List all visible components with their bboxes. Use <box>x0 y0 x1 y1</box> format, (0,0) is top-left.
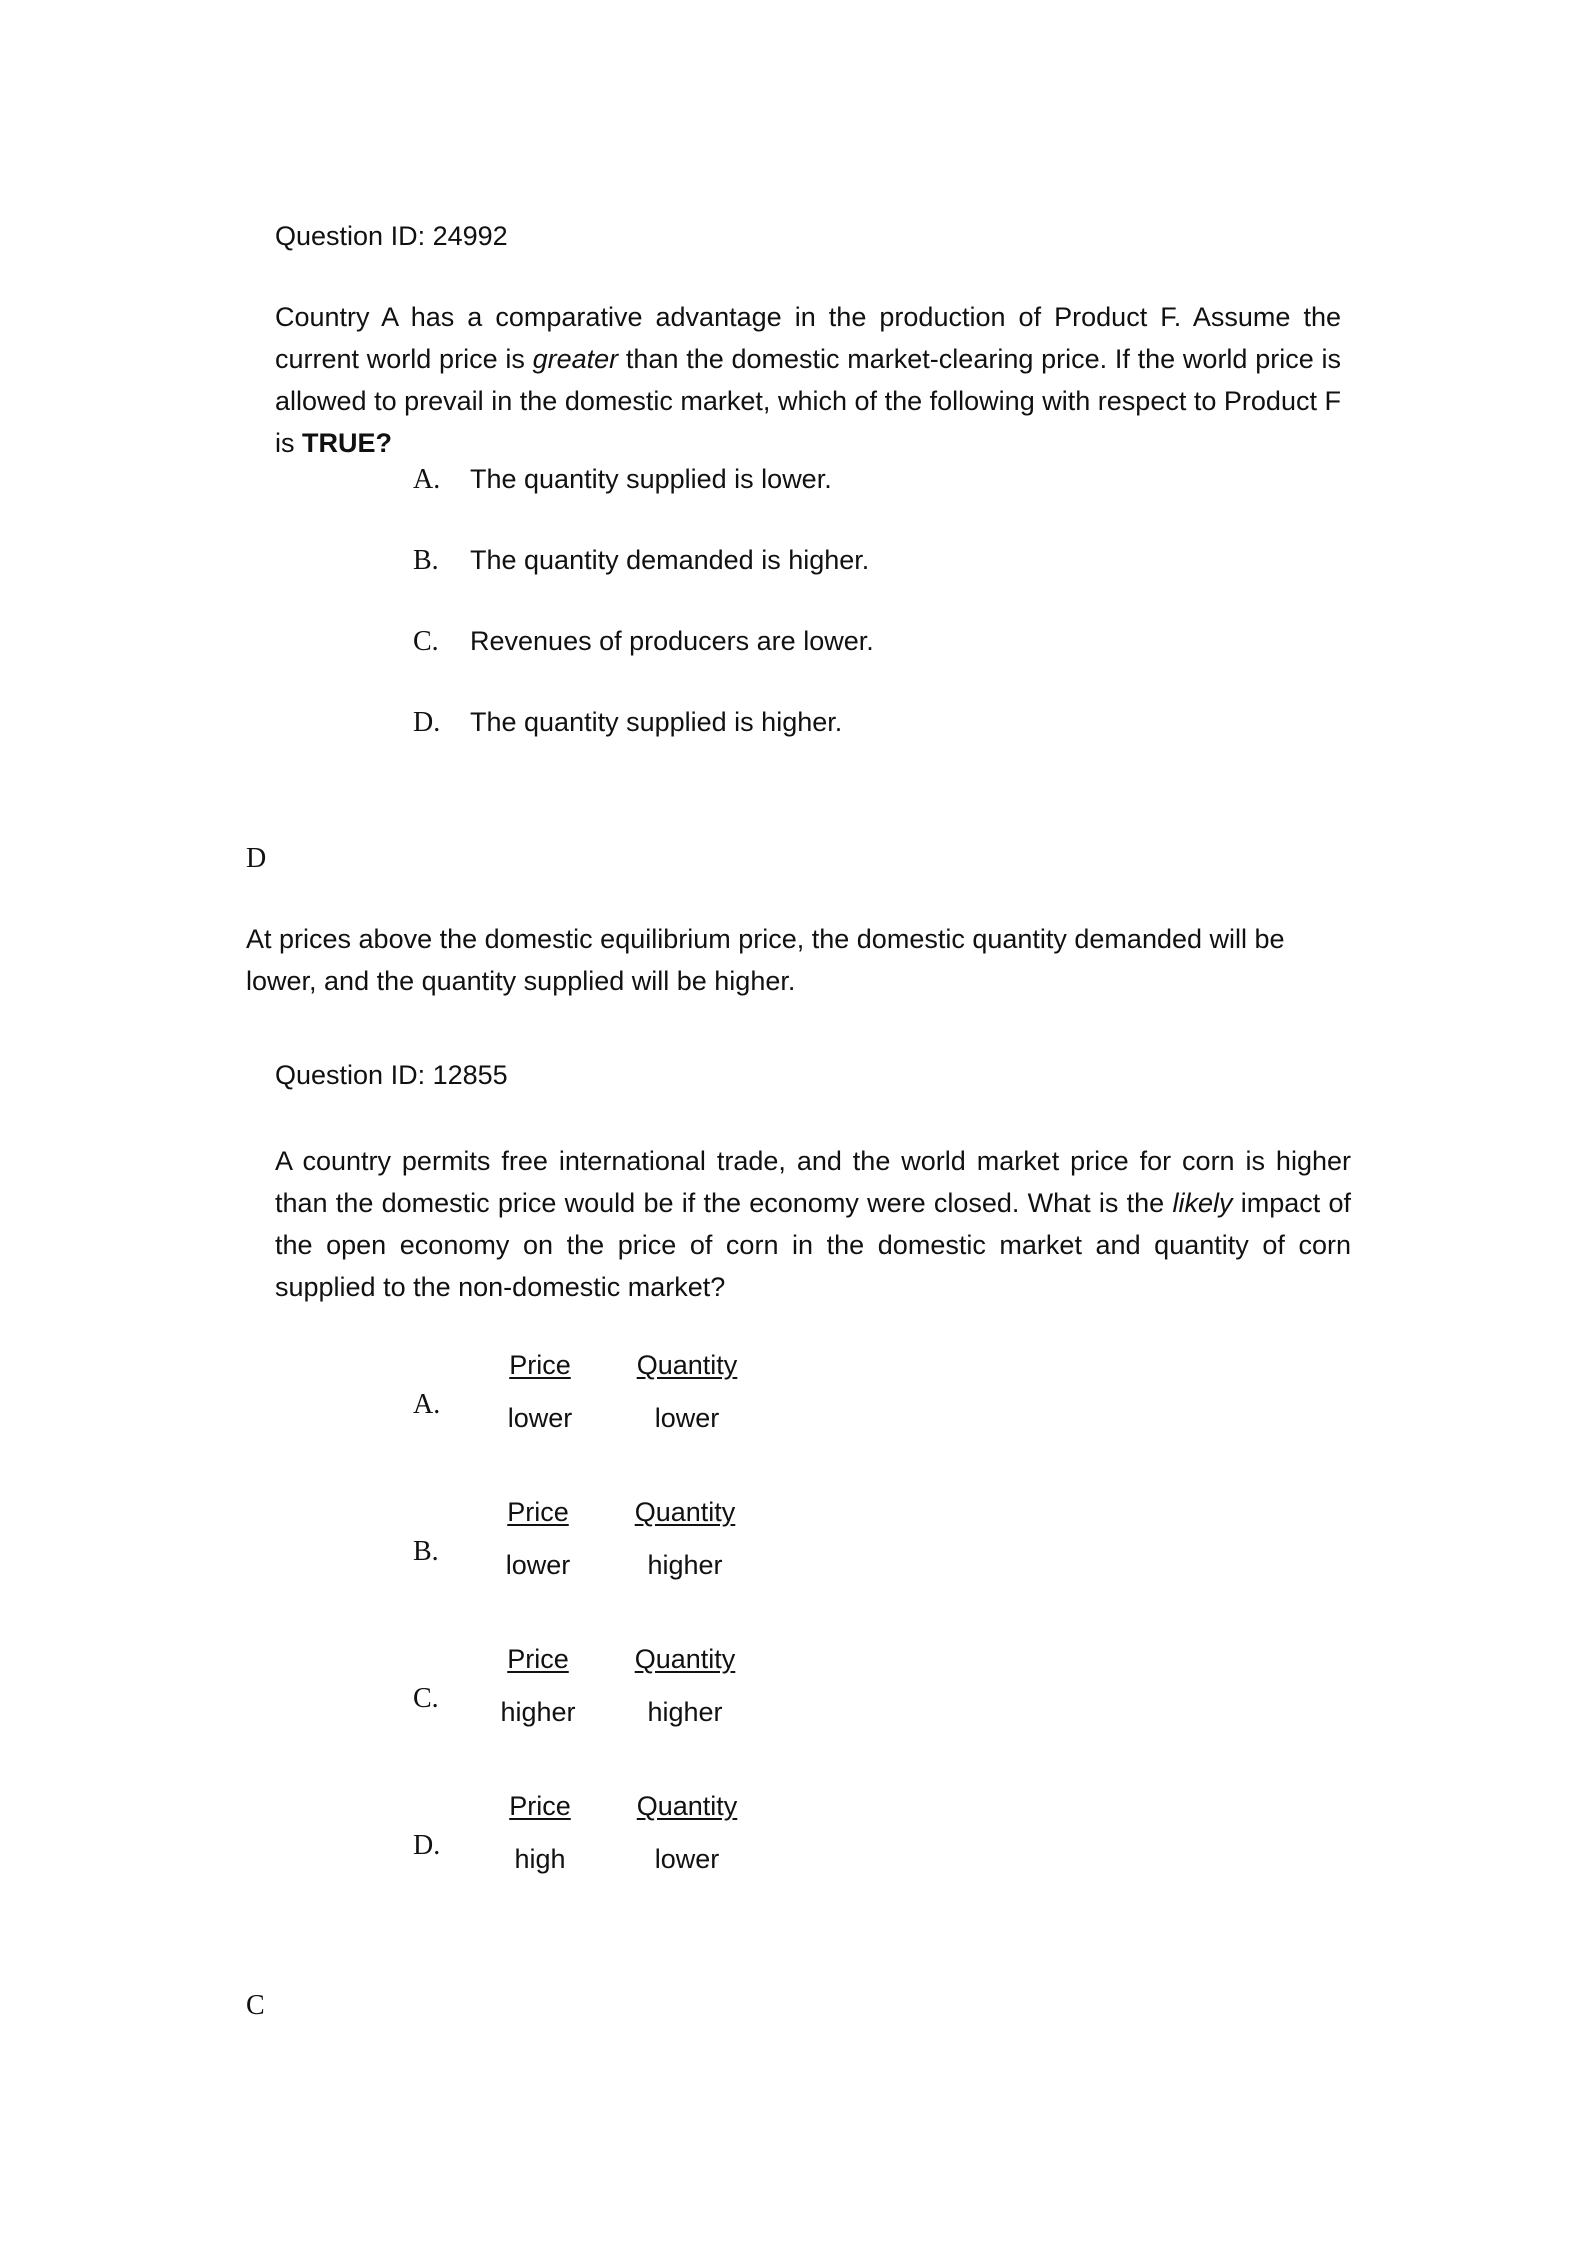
stem-text: than the domestic market-clearing price. If the world price is allowed to prevail in the domestic market, which of the following with respect to Product F is <box>275 344 1341 458</box>
quantity-value: higher <box>647 1550 723 1580</box>
option-text: Revenues of producers are lower. <box>470 626 874 656</box>
option-text: The quantity supplied is higher. <box>470 707 843 737</box>
stem-text: A country permits free international trade, and the world market price for corn is higher than the domestic price would be if the economy were closed. What is the <box>275 1146 1351 1218</box>
option-letter: B. <box>413 1536 439 1567</box>
option-letter: C. <box>413 626 439 657</box>
price-header: Price <box>509 1791 571 1821</box>
quantity-value: lower <box>654 1403 720 1433</box>
option-letter: B. <box>413 545 439 576</box>
question-stem <box>275 296 1341 464</box>
question-stem <box>275 1140 1351 1308</box>
stem-emphasis: likely <box>1172 1188 1233 1218</box>
price-value: higher <box>500 1697 576 1727</box>
question-id-label: Question ID: 24992 <box>275 221 508 251</box>
question-id-label: Question ID: 12855 <box>275 1060 508 1090</box>
price-value: high <box>514 1844 566 1874</box>
price-value: lower <box>505 1550 571 1580</box>
quantity-header: Quantity <box>634 1644 736 1674</box>
stem-emphasis: greater <box>532 344 619 374</box>
quantity-value: higher <box>647 1697 723 1727</box>
option-letter: C. <box>413 1683 439 1714</box>
quantity-header: Quantity <box>634 1497 736 1527</box>
option-letter: D. <box>413 707 441 738</box>
answer-explanation: At prices above the domestic equilibrium price, the domestic quantity demanded will be lower, and the quantity supplied will be higher. <box>246 924 1285 996</box>
answer-key: C <box>246 1990 265 2021</box>
price-header: Price <box>509 1350 571 1380</box>
quantity-value: lower <box>654 1844 720 1874</box>
quantity-header: Quantity <box>636 1350 738 1380</box>
stem-bold: TRUE? <box>302 428 392 458</box>
price-value: lower <box>507 1403 573 1433</box>
option-text: The quantity demanded is higher. <box>470 545 870 575</box>
price-header: Price <box>507 1497 569 1527</box>
option-letter: D. <box>413 1830 441 1861</box>
option-text: The quantity supplied is lower. <box>470 464 832 494</box>
option-letter: A. <box>413 464 441 495</box>
answer-key: D <box>246 843 267 874</box>
option-letter: A. <box>413 1389 441 1420</box>
stem-text: impact of the open economy on the price of corn in the domestic market and quantity of corn supplied to the non-domestic market? <box>275 1188 1352 1302</box>
quantity-header: Quantity <box>636 1791 738 1821</box>
stem-text: Country A has a comparative advantage in the production of Product F. Assume the current world price is <box>275 302 1341 374</box>
price-header: Price <box>507 1644 569 1674</box>
